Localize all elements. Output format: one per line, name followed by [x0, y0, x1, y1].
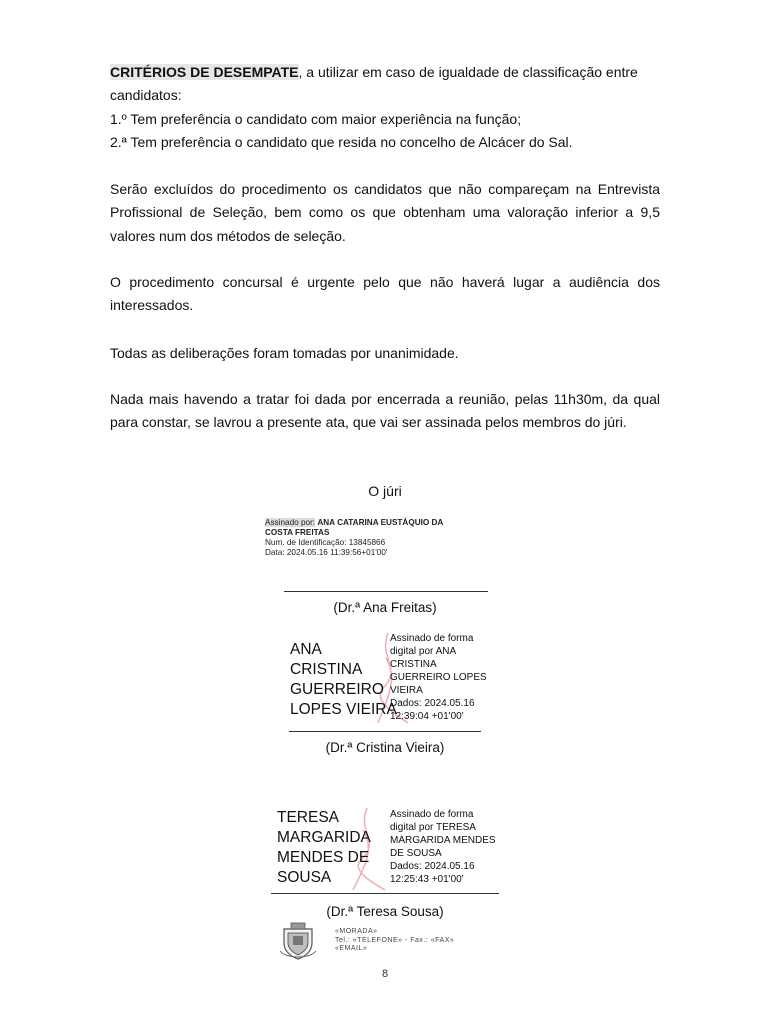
criteria-intro-continued: candidatos:: [110, 87, 182, 104]
signature-1-signer-line: [265, 518, 525, 528]
footer-address: «MORADA»: [335, 928, 378, 935]
signature-line-1: [284, 591, 488, 592]
criteria-intro: , a utilizar em caso de igualdade de classificação entre: [298, 64, 638, 80]
criteria-heading: CRITÉRIOS DE DESEMPATE: [110, 64, 299, 80]
signature-1-signer-name-line1: ANA CATARINA EUSTÁQUIO DA: [317, 518, 444, 527]
signature-2-detail-line: GUERREIRO LOPES: [390, 672, 487, 683]
criteria-item-2: 2.ª Tem preferência o candidato que resida no concelho de Alcácer do Sal.: [110, 134, 573, 151]
footer-email: «EMAIL»: [335, 945, 368, 952]
signature-2-name-line: ANA: [290, 641, 322, 658]
closing-paragraph: Nada mais havendo a tratar foi dada por encerrada a reunião, pelas 11h30m, da qual para constar, se lavrou a presente ata, que vai ser assinada pelos membros do júri.: [110, 391, 660, 431]
signature-2-detail-line: Dados: 2024.05.16: [390, 698, 475, 709]
criteria-first-line: [110, 61, 660, 84]
signer-caption-2: (Dr.ª Cristina Vieira): [325, 740, 445, 755]
signature-2-detail-line: Assinado de forma: [390, 633, 474, 644]
signature-2-signer-name: [290, 640, 397, 720]
signature-1-signer-name-line2: COSTA FREITAS: [265, 528, 330, 537]
signer-caption-3: (Dr.ª Teresa Sousa): [326, 904, 444, 919]
page-number: 8: [381, 968, 389, 980]
signature-3-name-line: TERESA: [277, 809, 340, 826]
signature-2-detail-line: CRISTINA: [390, 659, 437, 670]
tiebreak-criteria-paragraph: [110, 61, 660, 155]
signer-caption-1: (Dr.ª Ana Freitas): [333, 600, 437, 615]
juri-heading: O júri: [368, 483, 402, 499]
digital-signature-3: [277, 806, 507, 894]
signature-2-name-line: LOPES VIEIRA: [290, 701, 397, 718]
signature-3-detail-line: digital por TERESA: [390, 822, 476, 833]
digital-signature-2: [290, 630, 490, 730]
signature-2-name-line: GUERREIRO: [290, 681, 384, 698]
municipal-crest-icon: [276, 921, 320, 961]
signature-3-detail-line: Dados: 2024.05.16: [390, 861, 475, 872]
unanimity-paragraph: Todas as deliberações foram tomadas por unanimidade.: [110, 345, 459, 361]
signature-3-detail-line: DE SOUSA: [390, 848, 442, 859]
signature-3-detail-line: Assinado de forma: [390, 809, 474, 820]
footer-contact: [335, 928, 454, 954]
signature-3-name-line: MENDES DE: [277, 849, 370, 866]
signature-3-details: [390, 808, 496, 886]
criteria-item-1: 1.º Tem preferência o candidato com maior experiência na função;: [110, 110, 522, 127]
signature-1-id-line: Num. de Identificação: 13845866: [265, 538, 386, 547]
signature-line-3: [271, 893, 499, 894]
urgency-paragraph: O procedimento concursal é urgente pelo que não haverá lugar a audiência dos interessados.: [110, 274, 660, 314]
signature-3-name-line: MARGARIDA: [277, 829, 371, 846]
signature-3-signer-name: [277, 808, 371, 888]
signature-3-detail-line: MARGARIDA MENDES: [390, 835, 496, 846]
signature-3-name-line: SOUSA: [277, 869, 332, 886]
exclusion-paragraph: Serão excluídos do procedimento os candidatos que não compareçam na Entrevista Profissional de Seleção, bem como os que obtenham uma valoração inferior a 9,5 valores num dos métodos de seleção.: [110, 181, 660, 244]
signature-1-signed-by-label: Assinado por:: [265, 518, 316, 527]
signature-1-signer-name-line2-wrap: [265, 528, 525, 538]
footer-phone-fax: Tel.: «TELEFONE» - Fax.: «FAX»: [335, 936, 455, 944]
signature-1-date-line: Data: 2024.05.16 11:39:56+01'00': [265, 548, 388, 557]
signature-2-detail-line: VIEIRA: [390, 685, 423, 696]
signature-line-2: [289, 731, 481, 732]
digital-signature-1: [265, 518, 525, 558]
signature-2-detail-line: 12:39:04 +01'00': [390, 711, 464, 722]
signature-2-detail-line: digital por ANA: [390, 646, 457, 657]
signature-2-details: [390, 632, 487, 723]
signature-2-name-line: CRISTINA: [290, 661, 363, 678]
signature-3-detail-line: 12:25:43 +01'00': [390, 874, 464, 885]
